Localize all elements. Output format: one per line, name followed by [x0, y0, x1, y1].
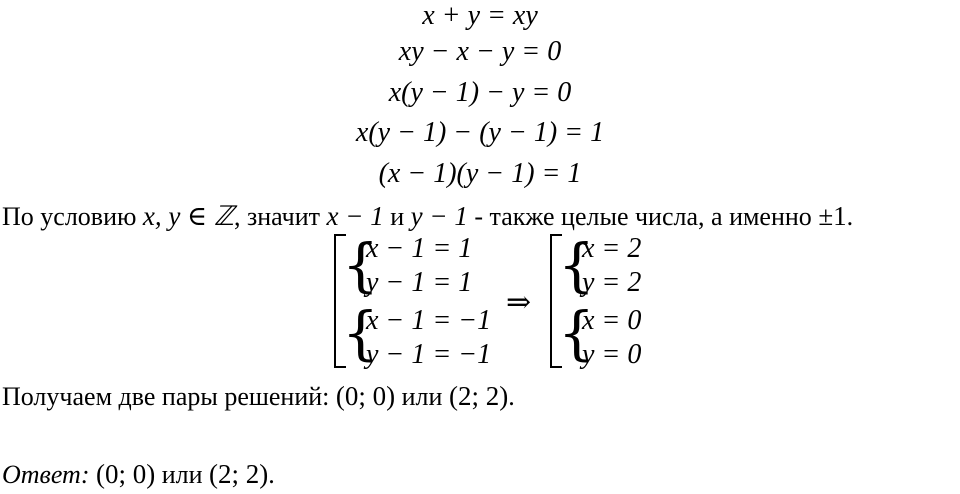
condition-expr2: y − 1: [410, 201, 468, 231]
result-pair-1: (0; 0): [335, 381, 396, 411]
condition-pm: ±1: [818, 201, 847, 231]
right-row-4-text: y = 0: [582, 339, 642, 370]
equation-4-text: x(y − 1) − (y − 1) = 1: [355, 117, 605, 148]
equation-line-2: [0, 36, 960, 68]
condition-mid2: и: [383, 202, 411, 231]
result-prefix: Получаем две пары решений:: [2, 382, 336, 411]
equation-line-4: [0, 117, 960, 149]
result-sentence: [2, 380, 515, 413]
right-row-2-text: y = 2: [582, 267, 642, 298]
condition-prefix: По условию: [2, 202, 143, 231]
left-system-row-1: [366, 232, 472, 266]
right-system-row-2: [582, 266, 641, 300]
right-system-row-1: [582, 232, 641, 266]
left-row-2-text: y − 1 = 1: [366, 267, 473, 298]
equation-5-text: (x − 1)(y − 1) = 1: [378, 158, 582, 189]
result-mid: или: [395, 382, 449, 411]
result-pair-2: (2; 2): [448, 381, 509, 411]
left-row-3-text: x − 1 = −1: [366, 305, 492, 336]
equation-line-5: [0, 158, 960, 190]
answer-label: Ответ:: [2, 460, 90, 489]
left-row-1-text: x − 1 = 1: [366, 233, 473, 264]
right-system-row-3: [582, 304, 641, 338]
right-brace-top: {: [558, 231, 595, 299]
condition-end: .: [846, 202, 854, 231]
right-row-3-text: x = 0: [582, 305, 642, 336]
condition-sentence: [2, 200, 853, 233]
equation-line-1: [0, 0, 960, 32]
answer-pair-1: (0; 0): [95, 459, 156, 489]
condition-mid1: , значит: [233, 202, 327, 231]
answer-line: [2, 458, 275, 491]
implies-arrow-icon: ⇒: [506, 285, 532, 320]
left-system-row-4: [366, 338, 491, 372]
left-system-row-2: [366, 266, 472, 300]
equation-1-text: x + y = xy: [422, 0, 538, 31]
condition-vars: x, y ∈ ℤ: [142, 201, 234, 231]
result-end: .: [508, 382, 515, 411]
left-brace-top: {: [342, 231, 379, 299]
answer-end: .: [268, 460, 275, 489]
left-row-4-text: y − 1 = −1: [366, 339, 492, 370]
condition-expr1: x − 1: [326, 201, 384, 231]
left-system-row-3: [366, 304, 491, 338]
condition-suffix: - также целые числа, а именно: [467, 202, 819, 231]
equation-3-text: x(y − 1) − y = 0: [388, 77, 572, 108]
right-row-1-text: x = 2: [582, 233, 642, 264]
answer-pair-2: (2; 2): [209, 459, 269, 489]
left-brace-bottom: {: [342, 299, 379, 367]
right-brace-bottom: {: [558, 299, 595, 367]
answer-mid: или: [155, 460, 210, 489]
equation-line-3: [0, 77, 960, 109]
equation-2-text: xy − x − y = 0: [398, 36, 562, 67]
right-system-row-4: [582, 338, 641, 372]
